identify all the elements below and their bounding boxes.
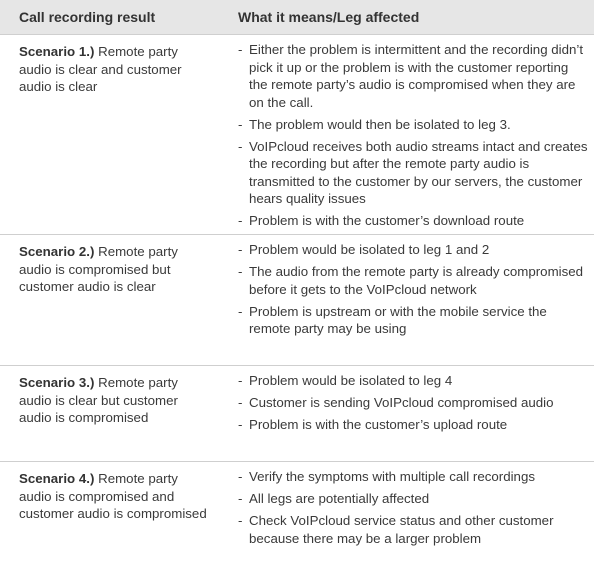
- header-what-it-means: What it means/Leg affected: [222, 0, 594, 35]
- scenario-description: Remote party audio is compromised and customer audio is compromised: [19, 471, 207, 521]
- meaning-list: [238, 41, 588, 230]
- scenario-cell: [0, 35, 222, 235]
- list-item: - Either the problem is intermittent and the recording didn’t pick it up or the problem is with the customer reporting the remote party’s audio is compromised when they are on the call.: [238, 42, 584, 110]
- scenario-cell: [0, 366, 222, 462]
- table-header-row: [0, 0, 594, 35]
- scenario-name: Scenario 2.): [19, 244, 95, 259]
- list-item: - Problem is upstream or with the mobile service the remote party may be using: [238, 303, 547, 336]
- scenario-name: Scenario 1.): [19, 44, 95, 59]
- meaning-cell: [222, 462, 594, 575]
- list-item: - The problem would then be isolated to leg 3.: [238, 116, 511, 132]
- list-item: - The audio from the remote party is already compromised before it gets to the VoIPcloud network: [238, 264, 584, 297]
- scenario-description: Remote party audio is clear and customer audio is clear: [19, 44, 182, 94]
- table-row: [0, 235, 594, 366]
- list-item: - Problem is with the customer’s upload route: [238, 417, 508, 432]
- list-item: - Customer is sending VoIPcloud compromised audio: [238, 395, 554, 410]
- meaning-list: [238, 372, 588, 434]
- meaning-cell: [222, 366, 594, 462]
- scenario-description: Remote party audio is clear but customer audio is compromised: [19, 375, 178, 425]
- scenario-cell: [0, 462, 222, 575]
- meaning-cell: [222, 35, 594, 235]
- list-item: - Problem would be isolated to leg 4: [238, 373, 453, 388]
- list-item: - Problem is with the customer’s download route: [238, 213, 525, 228]
- meaning-list: [238, 468, 588, 547]
- list-item: - Problem would be isolated to leg 1 and 2: [238, 242, 490, 257]
- scenario-cell: [0, 235, 222, 366]
- list-item: - Verify the symptoms with multiple call recordings: [238, 469, 535, 484]
- table-row: [0, 366, 594, 462]
- meaning-cell: [222, 235, 594, 366]
- table-row: [0, 462, 594, 575]
- table-row: [0, 35, 594, 235]
- list-item: - VoIPcloud receives both audio streams intact and creates the recording but after the remote party audio is transmitted to the customer by our servers, the customer hears quality issues: [238, 138, 588, 206]
- header-call-recording-result: Call recording result: [0, 0, 222, 35]
- meaning-list: [238, 241, 588, 338]
- list-item: - All legs are potentially affected: [238, 491, 430, 506]
- scenario-name: Scenario 3.): [19, 375, 95, 390]
- scenario-description: Remote party audio is compromised but customer audio is clear: [19, 244, 178, 294]
- scenario-name: Scenario 4.): [19, 471, 95, 486]
- list-item: - Check VoIPcloud service status and other customer because there may be a larger problem: [238, 513, 554, 546]
